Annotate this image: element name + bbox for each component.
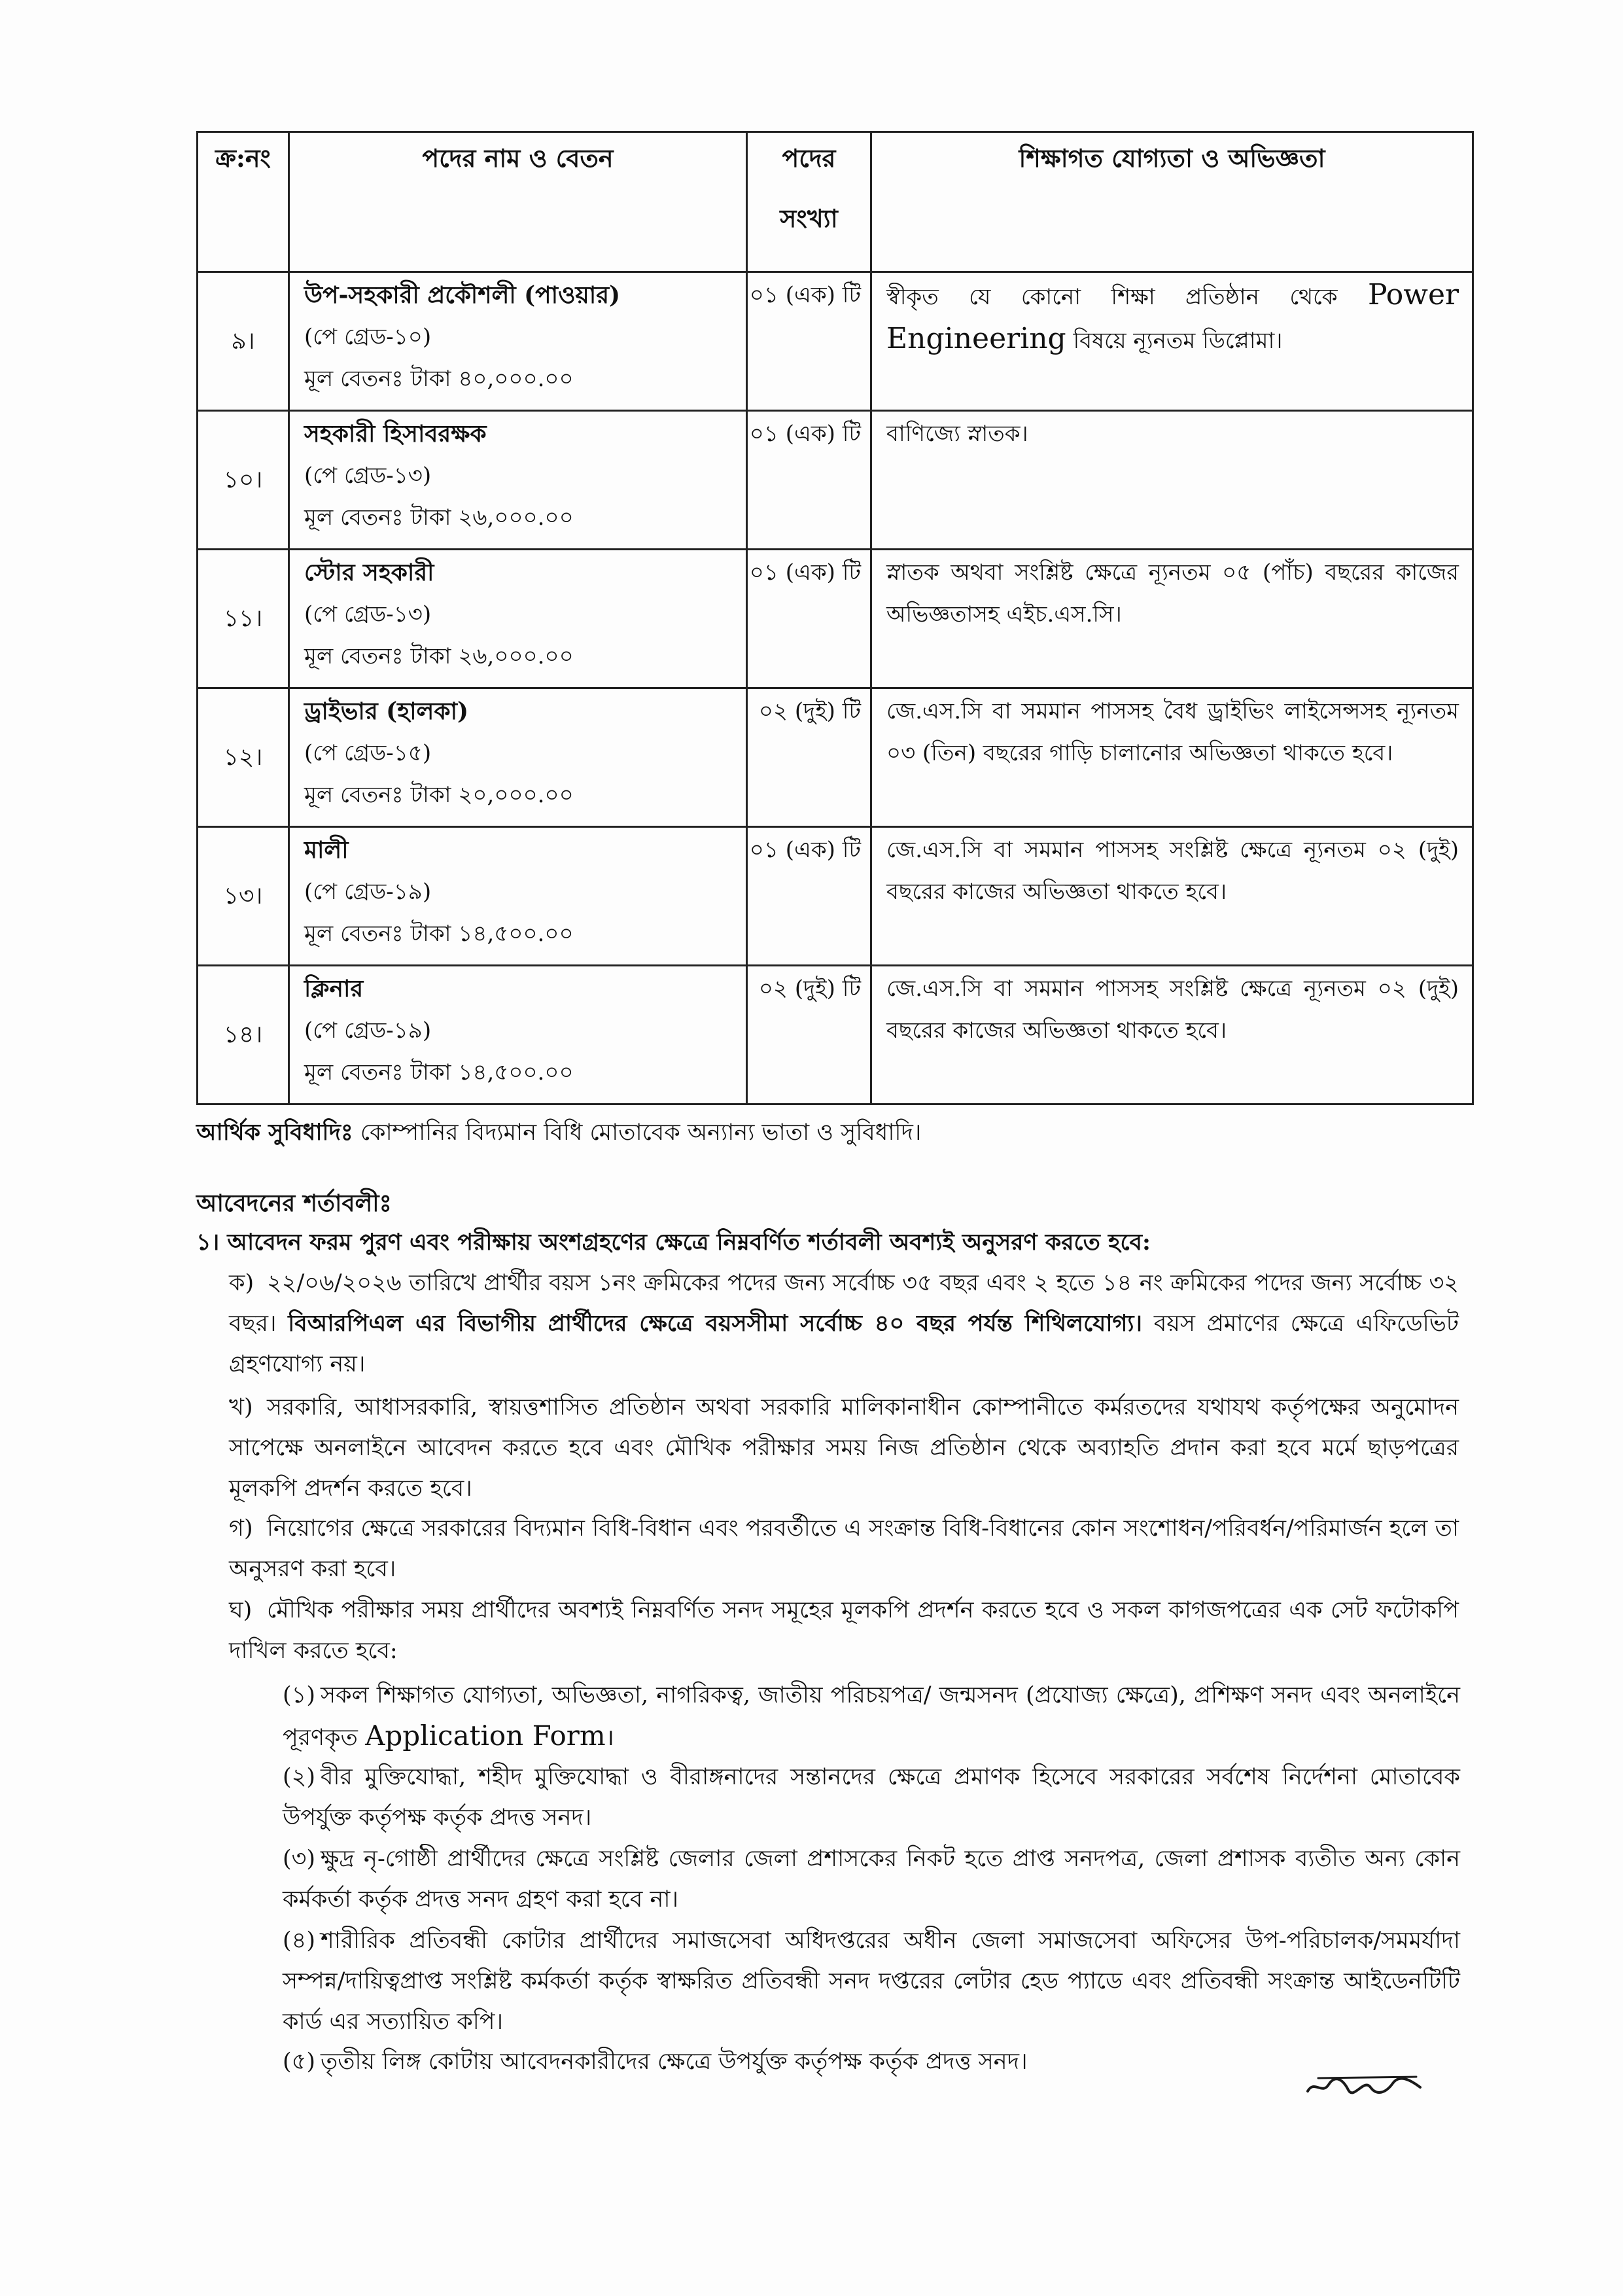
row-serial: ১০। <box>198 411 289 550</box>
basic-salary: মূল বেতনঃ টাকা ১৪,৫০০.০০ <box>304 1059 574 1086</box>
post-count: ০১ (এক) টি <box>747 411 871 550</box>
pay-grade: (পে গ্রেড-১৯) <box>304 1017 432 1044</box>
condition-gha <box>229 1590 1459 1671</box>
basic-salary: মূল বেতনঃ টাকা ২৬,০০০.০০ <box>304 504 574 531</box>
condition-ka-text: ২২/০৬/২০২৬ তারিখে প্রার্থীর বয়স ১নং ক্রমিকের পদের জন্য সর্বোচ্চ ৩৫ বছর এবং ২ হতে ১৪ নং ক্রমিকের পদের জন্য সর্বোচ্চ ৩২ বছর। <box>229 1270 1459 1337</box>
condition-ga-label: গ) <box>229 1515 253 1542</box>
document-item-1-form: Application Form <box>365 1720 606 1752</box>
document-item-5-number: (৫) <box>283 2049 316 2075</box>
condition-ga-text: নিয়োগের ক্ষেত্রে সরকারের বিদ্যমান বিধি-বিধান এবং পরবর্তীতে এ সংক্রান্ত বিধি-বিধানের কোন সংশোধন/পরিবর্ধন/পরিমার্জন হলে তা অনুসরণ করা হবে। <box>229 1515 1459 1582</box>
condition-kha-text: সরকারি, আধাসরকারি, স্বায়ত্তশাসিত প্রতিষ্ঠান অথবা সরকারি মালিকানাধীন কোম্পানীতে কর্মরতদের যথাযথ কর্তৃপক্ষের অনুমোদন সাপেক্ষে অনলাইনে আবেদন করতে হবে এবং মৌখিক পরীক্ষার সময় নিজ প্রতিষ্ঠান থেকে অব্যাহতি প্রদান করা হবে মর্মে ছাড়পত্রের মূলকপি প্রদর্শন করতে হবে। <box>229 1394 1459 1502</box>
row-serial: ১৩। <box>198 827 289 966</box>
benefits-text: কোম্পানির বিদ্যমান বিধি মোতাবেক অন্যান্য ভাতা ও সুবিধাদি। <box>360 1120 922 1146</box>
pay-grade: (পে গ্রেড-১৯) <box>304 879 432 905</box>
post-name: সহকারী হিসাবরক্ষক <box>304 420 487 448</box>
post-name: ড্রাইভার (হালকা) <box>304 698 469 725</box>
document-item-3-number: (৩) <box>283 1846 316 1872</box>
condition-gha-label: ঘ) <box>229 1597 253 1623</box>
row-serial: ১২। <box>198 688 289 827</box>
table-row <box>198 411 1473 550</box>
qualification: বাণিজ্যে স্নাতক। <box>871 411 1473 550</box>
post-count: ০১ (এক) টি <box>747 827 871 966</box>
post-count: ০২ (দুই) টি <box>747 688 871 827</box>
pay-grade: (পে গ্রেড-১৫) <box>304 740 432 766</box>
header-count-line1: পদের <box>782 143 836 173</box>
row-serial: ১১। <box>198 550 289 688</box>
condition-gha-text: মৌখিক পরীক্ষার সময় প্রার্থীদের অবশ্যই নিম্নবর্ণিত সনদ সমূহের মূলকপি প্রদর্শন করতে হবে ও সকল কাগজপত্রের এক সেট ফটোকপি দাখিল করতে হবে: <box>229 1597 1459 1664</box>
document-item-4 <box>283 1920 1460 2042</box>
condition-ka-label: ক) <box>229 1270 254 1296</box>
pay-grade: (পে গ্রেড-১০) <box>304 324 432 350</box>
basic-salary: মূল বেতনঃ টাকা ২০,০০০.০০ <box>304 782 574 808</box>
header-count-line2: সংখ্যা <box>780 203 838 233</box>
benefits-label: আর্থিক সুবিধাদিঃ <box>196 1119 353 1146</box>
condition-ga <box>229 1508 1459 1589</box>
table-row <box>198 688 1473 827</box>
financial-benefits <box>196 1112 1472 1153</box>
document-item-3 <box>283 1839 1460 1920</box>
post-count: ০২ (দুই) টি <box>747 966 871 1104</box>
row-post <box>289 688 747 827</box>
table-row <box>198 272 1473 411</box>
post-count: ০১ (এক) টি <box>747 272 871 411</box>
job-vacancy-table <box>196 131 1474 1105</box>
document-item-4-text: শারীরিক প্রতিবন্ধী কোটার প্রার্থীদের সমাজসেবা অধিদপ্তরের অধীন জেলা সমাজসেবা অফিসের উপ-পরিচালক/সমমর্যাদা সম্পন্ন/দায়িত্বপ্রাপ্ত সংশ্লিষ্ট কর্মকর্তা কর্তৃক স্বাক্ষরিত প্রতিবন্ধী সনদ দপ্তরের লেটার হেড প্যাডে এবং প্রতিবন্ধী সংক্রান্ত আইডেনটিটি কার্ড এর সত্যায়িত কপি। <box>283 1928 1460 2035</box>
condition-ka-bold: বিআরপিএল এর বিভাগীয় প্রার্থীদের ক্ষেত্রে বয়সসীমা সর্বোচ্চ ৪০ বছর পর্যন্ত শিথিলযোগ্য। <box>288 1310 1143 1337</box>
header-qualification: শিক্ষাগত যোগ্যতা ও অভিজ্ঞতা <box>871 132 1473 272</box>
document-item-1 <box>283 1675 1460 1758</box>
qualification-text: স্বীকৃত যে কোনো শিক্ষা প্রতিষ্ঠান থেকে <box>886 284 1338 310</box>
row-post <box>289 550 747 688</box>
qualification-subject: Power Engineering <box>886 278 1459 355</box>
row-post <box>289 272 747 411</box>
conditions-title: আবেদনের শর্তাবলীঃ <box>196 1190 392 1217</box>
row-post <box>289 827 747 966</box>
document-item-3-text: ক্ষুদ্র নৃ-গোষ্ঠী প্রার্থীদের ক্ষেত্রে সংশ্লিষ্ট জেলার জেলা প্রশাসকের নিকট হতে প্রাপ্ত সনদপত্র, জেলা প্রশাসক ব্যতীত অন্য কোন কর্মকর্তা কর্তৃক প্রদত্ত সনদ গ্রহণ করা হবে না। <box>283 1846 1460 1913</box>
qualification <box>871 272 1473 411</box>
header-serial: ক্র:নং <box>198 132 289 272</box>
document-item-1-end: । <box>605 1725 614 1751</box>
table-row <box>198 827 1473 966</box>
document-item-2-number: (২) <box>283 1764 316 1790</box>
row-post <box>289 411 747 550</box>
document-item-1-text: সকল শিক্ষাগত যোগ্যতা, অভিজ্ঞতা, নাগরিকত্ব, জাতীয় পরিচয়পত্র/ জন্মসনদ (প্রযোজ্য ক্ষেত্রে), প্রশিক্ষণ সনদ এবং অনলাইনে পূরণকৃত <box>283 1682 1460 1751</box>
post-name: স্টোর সহকারী <box>304 559 434 586</box>
qualification: জে.এস.সি বা সমমান পাসসহ বৈধ ড্রাইভিং লাইসেন্সসহ ন্যূনতম ০৩ (তিন) বছরের গাড়ি চালানোর অভিজ্ঞতা থাকতে হবে। <box>871 688 1473 827</box>
post-name: উপ-সহকারী প্রকৌশলী (পাওয়ার) <box>304 281 621 309</box>
row-serial: ১৪। <box>198 966 289 1104</box>
document-item-2 <box>283 1757 1460 1838</box>
basic-salary: মূল বেতনঃ টাকা ৪০,০০০.০০ <box>304 366 574 392</box>
condition-kha-label: খ) <box>229 1394 253 1421</box>
post-name: ক্লিনার <box>304 975 364 1002</box>
post-count: ০১ (এক) টি <box>747 550 871 688</box>
document-item-1-number: (১) <box>283 1682 316 1708</box>
condition-ka-tail: বয়স প্রমাণের ক্ষেত্রে এফিডেভিট গ্রহণযোগ্য নয়। <box>229 1311 1459 1377</box>
header-post-salary: পদের নাম ও বেতন <box>289 132 747 272</box>
document-item-4-number: (৪) <box>283 1928 316 1954</box>
document-item-5 <box>283 2041 1460 2082</box>
qualification-text-end: বিষয়ে ন্যূনতম ডিপ্লোমা। <box>1073 328 1283 354</box>
document-item-5-text: তৃতীয় লিঙ্গ কোটায় আবেদনকারীদের ক্ষেত্রে উপর্যুক্ত কর্তৃপক্ষ কর্তৃক প্রদত্ত সনদ। <box>321 2049 1028 2075</box>
post-name: মালী <box>304 836 349 864</box>
table-row <box>198 550 1473 688</box>
document-item-2-text: বীর মুক্তিযোদ্ধা, শহীদ মুক্তিযোদ্ধা ও বীরাঙ্গনাদের সন্তানদের ক্ষেত্রে প্রমাণক হিসেবে সরকারের সর্বশেষ নির্দেশনা মোতাবেক উপর্যুক্ত কর্তৃপক্ষ কর্তৃক প্রদত্ত সনদ। <box>283 1764 1460 1831</box>
condition-kha <box>229 1387 1459 1509</box>
row-post <box>289 966 747 1104</box>
continued-handwritten-mark <box>1305 2073 1423 2099</box>
header-post-count <box>747 132 871 272</box>
pay-grade: (পে গ্রেড-১৩) <box>304 601 432 627</box>
basic-salary: মূল বেতনঃ টাকা ১৪,৫০০.০০ <box>304 921 574 947</box>
condition-item-1: ১। আবেদন ফরম পুরণ এবং পরীক্ষায় অংশগ্রহণের ক্ষেত্রে নিম্নবর্ণিত শর্তাবলী অবশ্যই অনুসরণ করতে হবে: <box>196 1229 1151 1256</box>
pay-grade: (পে গ্রেড-১৩) <box>304 463 432 489</box>
table-row <box>198 966 1473 1104</box>
row-serial: ৯। <box>198 272 289 411</box>
condition-ka <box>229 1263 1459 1385</box>
table-header-row <box>198 132 1473 272</box>
qualification: স্নাতক অথবা সংশ্লিষ্ট ক্ষেত্রে ন্যূনতম ০৫ (পাঁচ) বছরের কাজের অভিজ্ঞতাসহ এইচ.এস.সি। <box>871 550 1473 688</box>
qualification: জে.এস.সি বা সমমান পাসসহ সংশ্লিষ্ট ক্ষেত্রে ন্যূনতম ০২ (দুই) বছরের কাজের অভিজ্ঞতা থাকতে হবে। <box>871 966 1473 1104</box>
basic-salary: মূল বেতনঃ টাকা ২৬,০০০.০০ <box>304 643 574 669</box>
qualification: জে.এস.সি বা সমমান পাসসহ সংশ্লিষ্ট ক্ষেত্রে ন্যূনতম ০২ (দুই) বছরের কাজের অভিজ্ঞতা থাকতে হবে। <box>871 827 1473 966</box>
